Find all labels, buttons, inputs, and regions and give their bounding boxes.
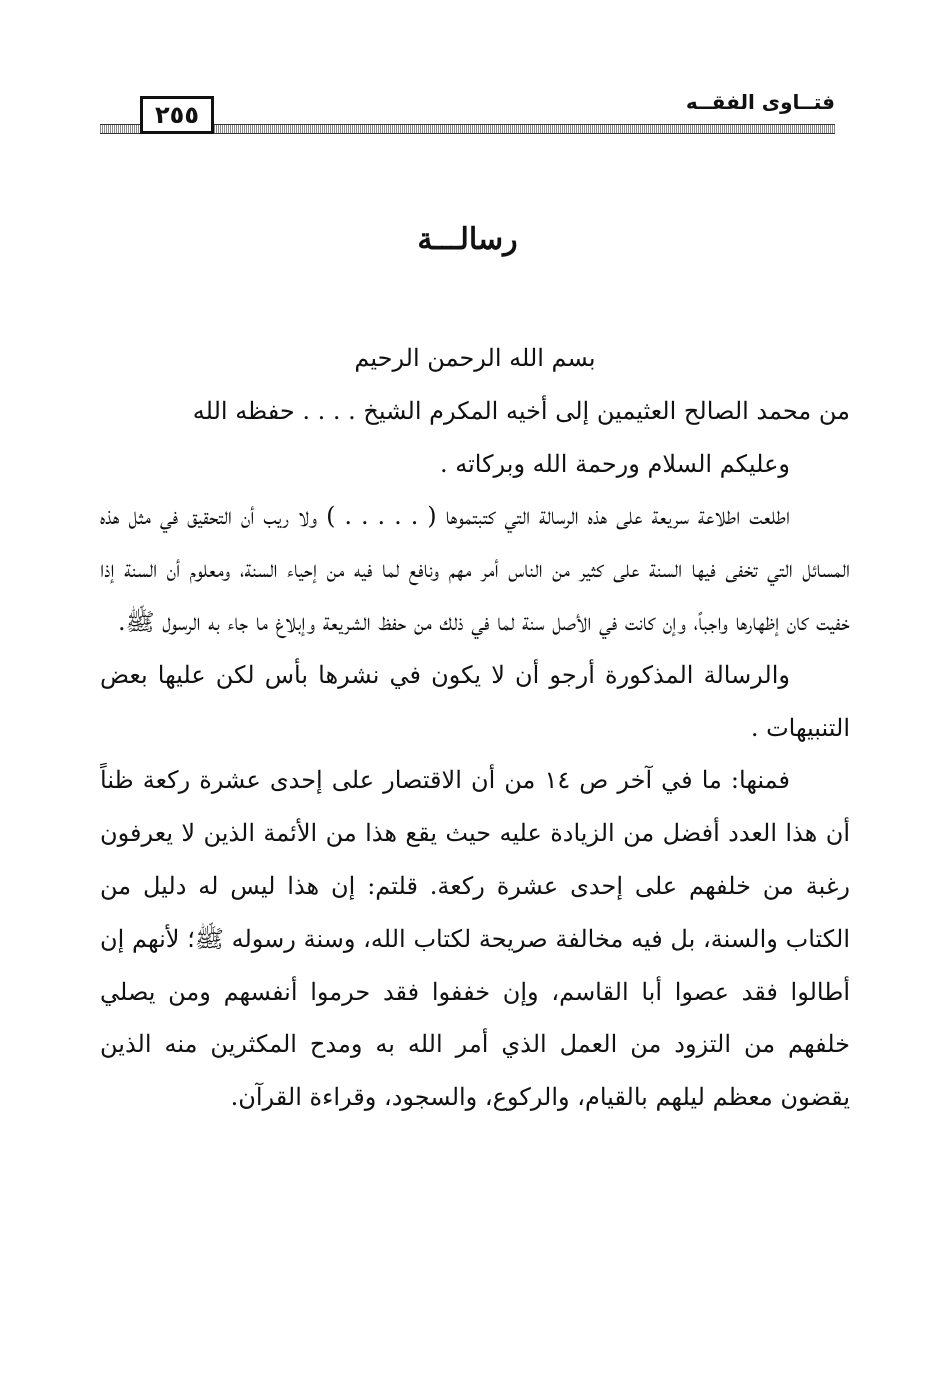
greeting: وعليكم السلام ورحمة الله وبركاته .: [439, 449, 790, 478]
paragraph: فمنها: ما في آخر ص ١٤ من أن الاقتصار على إحدى عشرة ركعة ظناً أن هذا العدد أفضل من الزيادة عليه حيث يقع هذا من الأئمة الذين لا يعرفون رغبة من خلفهم على إحدى عشرة ركعة. قلتم: إن هذا ليس له دليل من الكتاب والسنة، بل فيه مخالفة صريحة لكتاب الله، وسنة رسوله ﷺ؛ لأنهم إن أطالوا فقد عصوا أبا القاسم، وإن خففوا فقد حرموا أنفسهم ومن يصلي خلفهم من التزود من العمل الذي أمر الله به ومدح المكثرين منه الذين يقضون معظم ليلهم بالقيام، والركوع، والسجود، وقراءة القرآن.: [100, 766, 850, 1112]
page-number: ٢٥٥: [140, 96, 214, 134]
paragraph: والرسالة المذكورة أرجو أن لا يكون في نشرها بأس لكن عليها بعض التنبيهات .: [100, 660, 850, 742]
book-title: فتــاوى الفقــه: [685, 90, 835, 114]
basmala: بسم الله الرحمن الرحيم: [354, 344, 596, 372]
paragraph: اطلعت اطلاعة سريعة على هذه الرسالة التي كتبتموها ( . . . . . ) ولا ريب أن التحقيق في مثل هذه المسائل التي تخفى فيها السنة على كثير من الناس أمر مهم ونافع لما فيه من إحياء السنة، ومعلوم أن السنة إذا خفيت كان إظهارها واجباً، وإن كانت في الأصل سنة لما في ذلك من حفظ الشريعة وإبلاغ ما جاء به الرسول ﷺ.: [100, 502, 850, 636]
letter-salutation: من محمد الصالح العثيمين إلى أخيه المكرم الشيخ . . . . حفظه الله: [192, 396, 850, 425]
section-title: رسالـــة: [417, 222, 518, 257]
letter-body: [100, 332, 850, 1124]
